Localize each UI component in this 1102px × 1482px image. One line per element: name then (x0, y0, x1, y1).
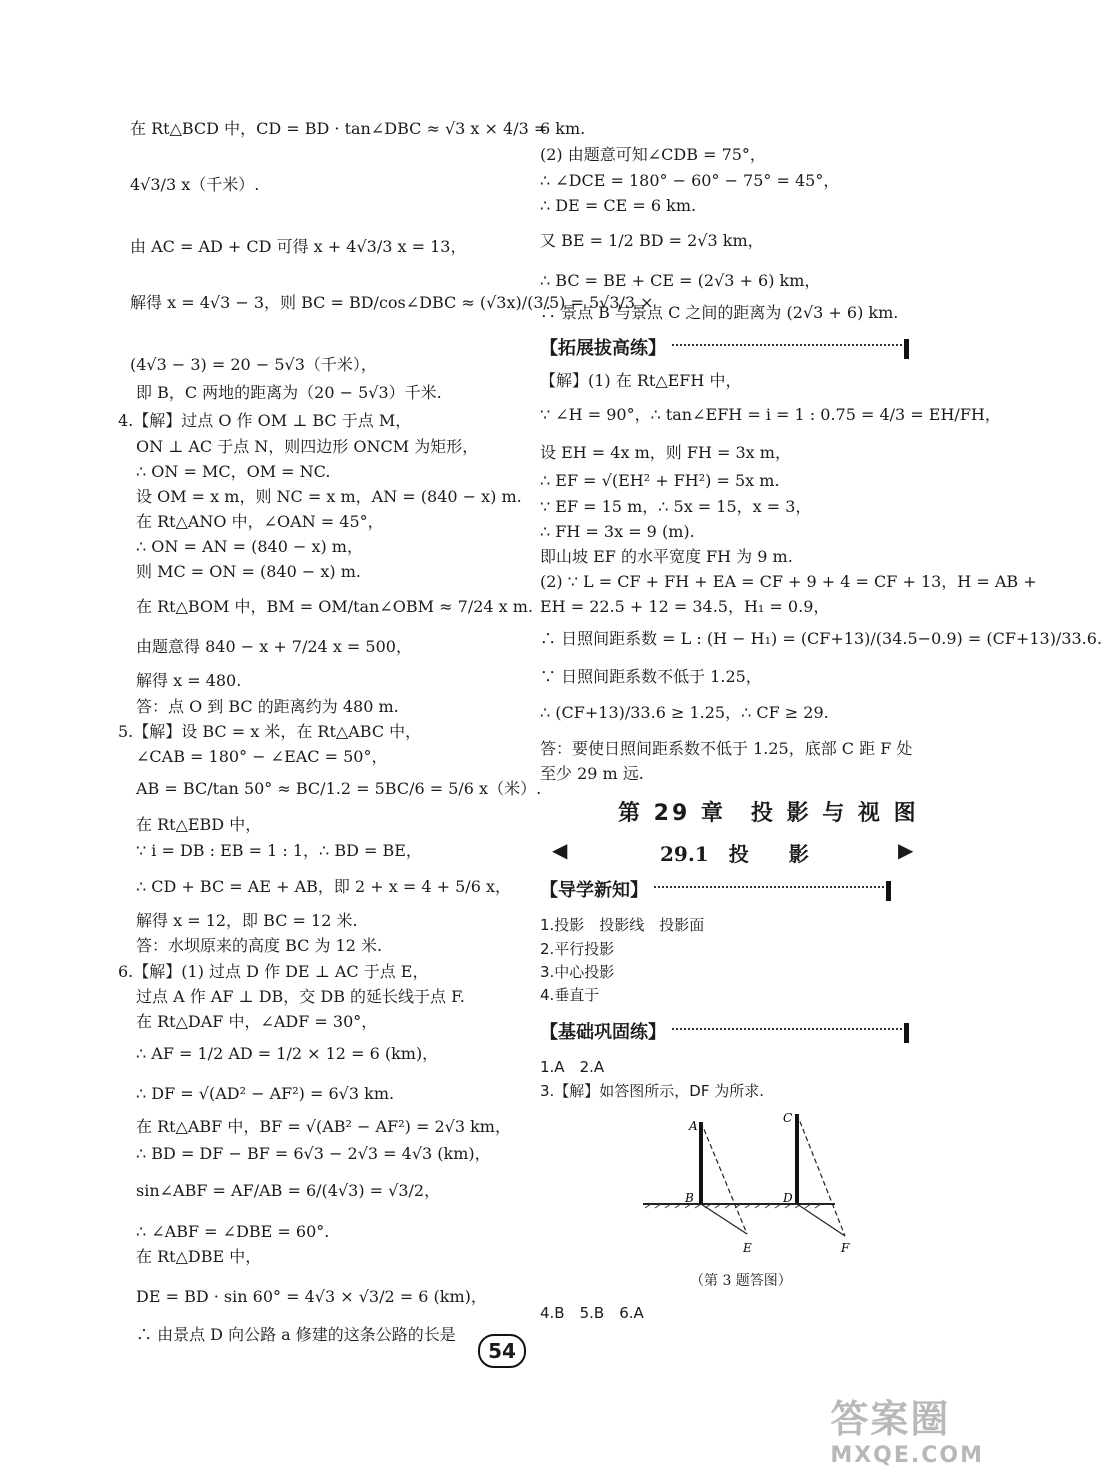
section-header-extend (540, 334, 909, 360)
answer-item: 3.【解】如答图所示，DF 为所求. (540, 1082, 765, 1100)
text-line: ∴ ∠DCE = 180° − 60° − 75° = 45°， (540, 171, 840, 190)
watermark-text: 答案圈 (830, 1397, 951, 1441)
text-line: 由 AC = AD + CD 可得 x + 4√3/3 x = 13， (130, 237, 467, 256)
text-line: 4√3/3 x（千米）. (130, 175, 260, 194)
section-title: 【基础巩固练】 (540, 1022, 666, 1043)
section-end-bar (904, 339, 909, 359)
text-line: 【解】(1) 在 Rt△EFH 中， (540, 371, 742, 390)
text-line: 即山坡 EF 的水平宽度 FH 为 9 m. (540, 547, 793, 566)
text-line: 即 B，C 两地的距离为（20 − 5√3）千米. (136, 383, 442, 402)
ray-ae (701, 1122, 747, 1234)
text-line: 在 Rt△BOM 中，BM = OM/tan∠OBM ≈ 7/24 x m. (136, 597, 534, 616)
label-c: C (783, 1111, 793, 1125)
label-d: D (783, 1191, 793, 1205)
text-line: 解得 x = 4√3 − 3，则 BC = BD/cos∠DBC ≈ (√3x)/(3/5) = 5√3/3 × (130, 293, 654, 312)
text-line: (4√3 − 3) = 20 − 5√3（千米）， (130, 355, 377, 374)
subsection-title: 29.1 投 影 (660, 842, 809, 866)
text-line: ON ⊥ AC 于点 N，则四边形 ONCM 为矩形， (136, 437, 479, 456)
text-line: sin∠ABF = AF/AB = 6/(4√3) = √3/2， (136, 1181, 441, 1200)
text-line: ∴ 景点 B 与景点 C 之间的距离为 (2√3 + 6) km. (540, 303, 899, 322)
text-line: 在 Rt△BCD 中，CD = BD · tan∠DBC ≈ √3 x × 4/3 = (130, 119, 548, 138)
section-header-basic (540, 1018, 909, 1044)
text-line: 则 MC = ON = (840 − x) m. (136, 562, 361, 581)
text-line: 设 EH = 4x m，则 FH = 3x m， (540, 443, 791, 462)
text-line: 在 Rt△EBD 中， (136, 815, 262, 834)
text-line: ∴ DF = √(AD² − AF²) = 6√3 km. (136, 1084, 395, 1103)
projection-diagram (635, 1108, 855, 1258)
section-header-guide (540, 876, 891, 902)
text-line: AB = BC/tan 50° ≈ BC/1.2 = 5BC/6 = 5/6 x（米）. (136, 779, 542, 798)
text-line: 答：水坝原来的高度 BC 为 12 米. (136, 936, 383, 955)
answer-item: 4.垂直于 (540, 986, 600, 1004)
text-line: ∴ 由景点 D 向公路 a 修建的这条公路的长是 (136, 1325, 456, 1344)
watermark-url: MXQE.COM (830, 1443, 984, 1468)
text-line: 在 Rt△DAF 中，∠ADF = 30°， (136, 1012, 378, 1031)
answer-item: 4.B 5.B 6.A (540, 1304, 644, 1322)
figure-caption: （第 3 题答图） (690, 1273, 792, 1289)
section-end-bar (886, 881, 891, 901)
text-line: ∵ i = DB : EB = 1 : 1，∴ BD = BE， (136, 841, 422, 860)
section-end-bar (904, 1023, 909, 1043)
dotted-rule (672, 344, 902, 346)
text-line: ∴ ∠ABF = ∠DBE = 60°. (136, 1222, 330, 1241)
text-line: 5.【解】设 BC = x 米，在 Rt△ABC 中， (118, 722, 422, 741)
answer-item: 1.A 2.A (540, 1058, 605, 1076)
text-line: ∠CAB = 180° − ∠EAC = 50°， (136, 747, 388, 766)
text-line: 过点 A 作 AF ⊥ DB，交 DB 的延长线于点 F. (136, 987, 465, 1006)
text-line: ∴ FH = 3x = 9 (m). (540, 522, 695, 541)
text-line: 在 Rt△ABF 中，BF = √(AB² − AF²) = 2√3 km， (136, 1117, 511, 1136)
text-line: ∴ ON = AN = (840 − x) m， (136, 537, 363, 556)
text-line: 至少 29 m 远. (540, 764, 644, 783)
chapter-title: 第 29 章 投 影 与 视 图 (618, 801, 919, 826)
text-line: ∴ BC = BE + CE = (2√3 + 6) km， (540, 271, 821, 290)
dotted-rule (654, 886, 884, 888)
answer-item: 1.投影 投影线 投影面 (540, 916, 705, 934)
text-line: ∵ ∠H = 90°，∴ tan∠EFH = i = 1 : 0.75 = 4/3 = EH/FH， (540, 405, 1001, 424)
text-line: 6 km. (540, 119, 586, 138)
text-line: ∴ ON = MC，OM = NC. (136, 462, 331, 481)
text-line: 答：要使日照间距系数不低于 1.25，底部 C 距 F 处 (540, 739, 913, 758)
ray-cf (797, 1114, 845, 1236)
text-line: (2) ∵ L = CF + FH + EA = CF + 9 + 4 = CF + 13，H = AB + (540, 572, 1037, 591)
text-line: ∴ CD + BC = AE + AB，即 2 + x = 4 + 5/6 x， (136, 877, 511, 896)
text-line: (2) 由题意可知∠CDB = 75°， (540, 145, 766, 164)
left-arrow-icon: ◀ (552, 838, 568, 862)
text-line: ∴ EF = √(EH² + FH²) = 5x m. (540, 471, 780, 490)
text-line: 又 BE = 1/2 BD = 2√3 km， (540, 231, 764, 250)
text-line: 4.【解】过点 O 作 OM ⊥ BC 于点 M， (118, 411, 412, 430)
text-line: ∴ BD = DF − BF = 6√3 − 2√3 = 4√3 (km)， (136, 1144, 491, 1163)
text-line: 在 Rt△DBE 中， (136, 1247, 262, 1266)
text-line: 在 Rt△ANO 中，∠OAN = 45°， (136, 512, 384, 531)
label-f: F (841, 1241, 850, 1255)
text-line: 设 OM = x m，则 NC = x m，AN = (840 − x) m. (136, 487, 522, 506)
answer-item: 2.平行投影 (540, 940, 615, 958)
text-line: ∴ DE = CE = 6 km. (540, 196, 697, 215)
text-line: ∴ (CF+13)/33.6 ≥ 1.25，∴ CF ≥ 29. (540, 703, 829, 722)
text-line: ∴ AF = 1/2 AD = 1/2 × 12 = 6 (km)， (136, 1044, 439, 1063)
shadow-be (701, 1204, 747, 1234)
text-line: ∴ 日照间距系数 = L : (H − H₁) = (CF+13)/(34.5−0.9) = (CF+13)/33.6. (540, 629, 1102, 648)
text-line: DE = BD · sin 60° = 4√3 × √3/2 = 6 (km)， (136, 1287, 487, 1306)
text-line: ∵ 日照间距系数不低于 1.25， (540, 667, 762, 686)
dotted-rule (672, 1028, 902, 1030)
text-line: 6.【解】(1) 过点 D 作 DE ⊥ AC 于点 E， (118, 962, 429, 981)
answer-item: 3.中心投影 (540, 963, 615, 981)
label-a: A (689, 1119, 698, 1133)
right-arrow-icon: ▶ (898, 838, 914, 862)
text-line: 解得 x = 480. (136, 671, 242, 690)
text-line: 由题意得 840 − x + 7/24 x = 500， (136, 637, 412, 656)
section-title: 【拓展拔高练】 (540, 338, 666, 359)
text-line: 解得 x = 12，即 BC = 12 米. (136, 911, 358, 930)
label-b: B (685, 1191, 694, 1205)
text-line: 答：点 O 到 BC 的距离约为 480 m. (136, 697, 399, 716)
page-number: 54 (478, 1334, 526, 1368)
text-line: EH = 22.5 + 12 = 34.5，H₁ = 0.9， (540, 597, 830, 616)
text-line: ∵ EF = 15 m，∴ 5x = 15，x = 3， (540, 497, 812, 516)
shadow-df (797, 1204, 845, 1236)
watermark-logo (830, 1388, 984, 1468)
section-title: 【导学新知】 (540, 880, 648, 901)
label-e: E (743, 1241, 752, 1255)
